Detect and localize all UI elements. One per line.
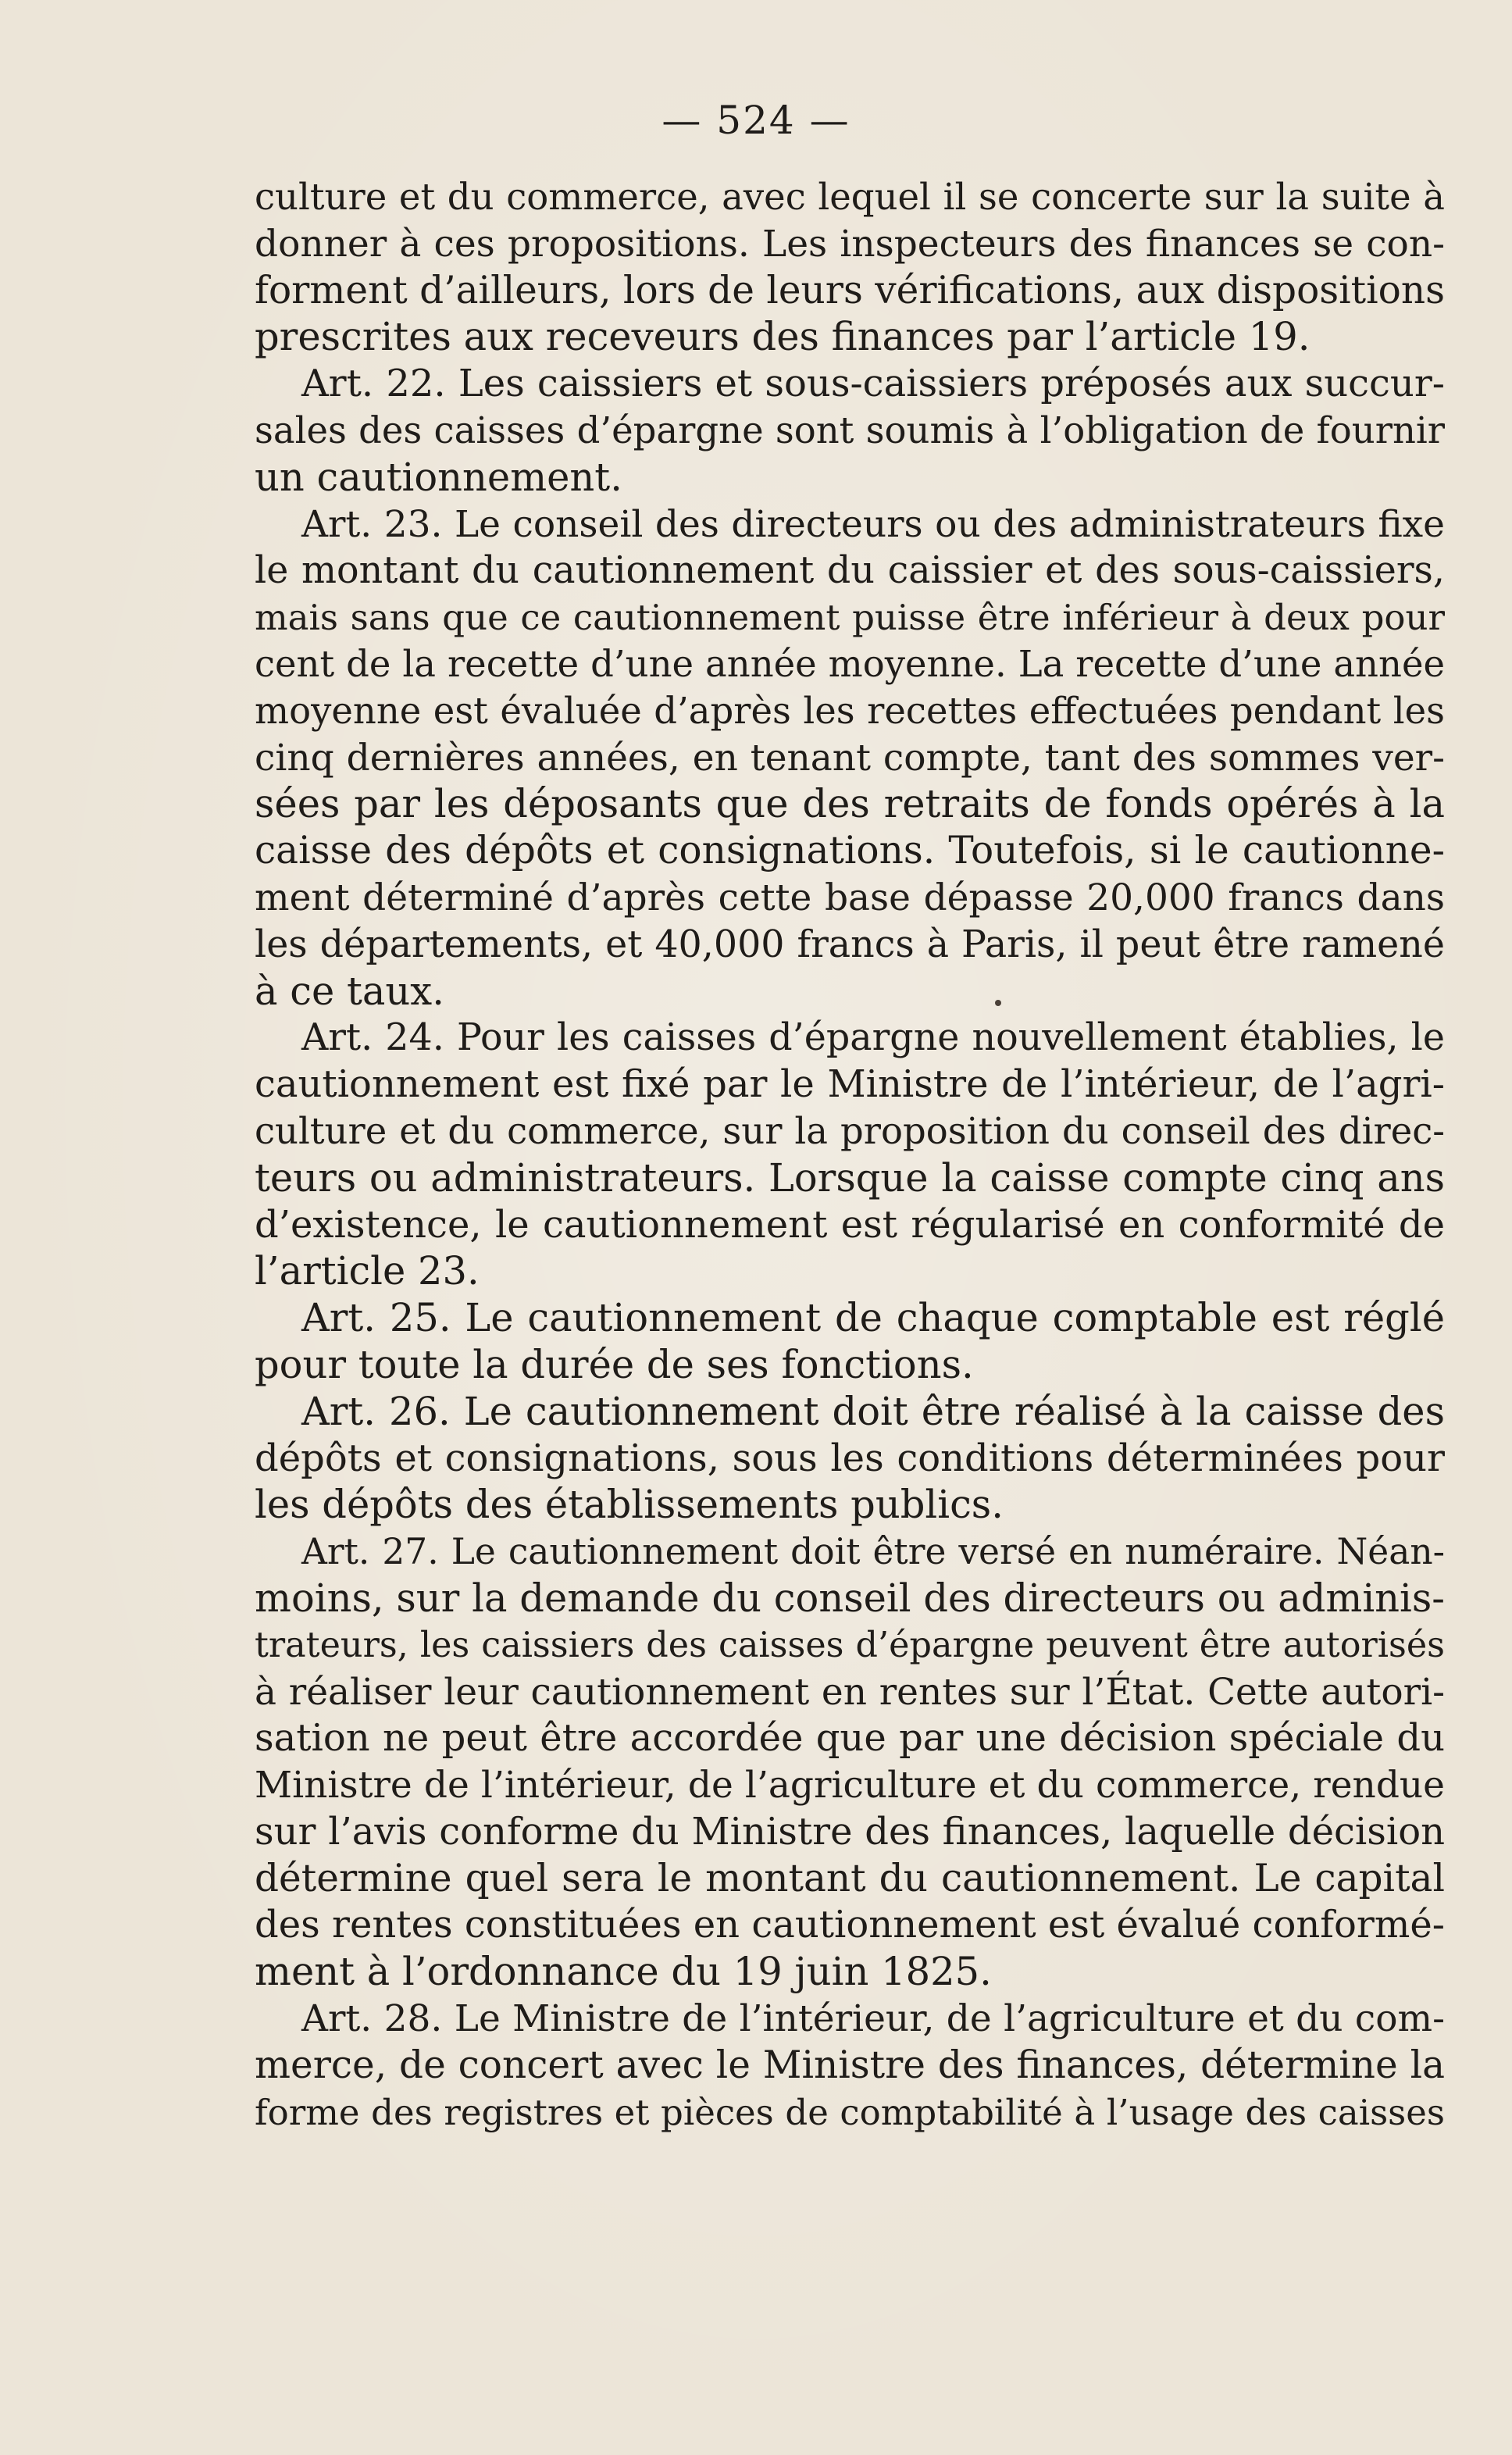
text-line: Ministre de l’intérieur, de l’agriculture et du commerce, rendue <box>255 1764 1445 1807</box>
text-line: Art. 24. Pour les caisses d’épargne nouvellement établies, le <box>301 1016 1445 1060</box>
text-line: caisse des dépôts et consignations. Toutefois, si le cautionne- <box>255 829 1445 873</box>
page-number: — 524 — <box>662 98 850 143</box>
text-line: sales des caisses d’épargne sont soumis à l’obligation de fournir <box>255 409 1445 451</box>
text-line: donner à ces propositions. Les inspecteurs des finances se con- <box>255 222 1445 266</box>
text-line: prescrites aux receveurs des finances par l’article 19. <box>255 314 1311 360</box>
text-line: Art. 23. Le conseil des directeurs ou des administrateurs fixe <box>301 502 1445 546</box>
text-line: trateurs, les caissiers des caisses d’épargne peuvent être autorisés <box>255 1625 1445 1665</box>
text-line: le montant du cautionnement du caissier et des sous-caissiers, <box>255 549 1445 593</box>
text-line: à ce taux. <box>255 968 444 1014</box>
text-line: ment déterminé d’après cette base dépasse 20,000 francs dans <box>255 876 1445 919</box>
text-line: détermine quel sera le montant du cautionnement. Le capital <box>255 1856 1445 1900</box>
text-line: mais sans que ce cautionnement puisse être inférieur à deux pour <box>255 597 1445 639</box>
text-line: un cautionnement. <box>255 454 622 500</box>
text-line: l’article 23. <box>255 1248 480 1294</box>
text-line: des rentes constituées en cautionnement est évalué conformé- <box>255 1903 1445 1947</box>
text-line: culture et du commerce, sur la proposition du conseil des direc- <box>255 1109 1445 1152</box>
text-line: cent de la recette d’une année moyenne. La recette d’une année <box>255 642 1445 685</box>
text-line: à réaliser leur cautionnement en rentes sur l’État. Cette autori- <box>255 1670 1445 1714</box>
text-line: merce, de concert avec le Ministre des finances, détermine la <box>255 2043 1445 2087</box>
text-line: d’existence, le cautionnement est régularisé en conformité de <box>255 1202 1445 1247</box>
ink-speck <box>995 1000 1001 1006</box>
text-line: cinq dernières années, en tenant compte, tant des sommes ver- <box>255 736 1445 780</box>
text-line: moins, sur la demande du conseil des directeurs ou adminis- <box>255 1575 1445 1621</box>
body-text <box>255 174 1445 2136</box>
text-line: culture et du commerce, avec lequel il se concerte sur la suite à <box>255 176 1445 218</box>
text-line: les dépôts des établissements publics. <box>255 1482 1004 1528</box>
text-line: dépôts et consignations, sous les conditions déterminées pour <box>255 1436 1445 1480</box>
text-line: moyenne est évaluée d’après les recettes effectuées pendant les <box>255 689 1445 732</box>
text-line: teurs ou administrateurs. Lorsque la caisse compte cinq ans <box>255 1154 1445 1201</box>
text-line: Art. 22. Les caissiers et sous-caissiers préposés aux succur- <box>301 362 1445 406</box>
text-line: forme des registres et pièces de comptabilité à l’usage des caisses <box>255 2091 1445 2133</box>
text-line: sation ne peut être accordée que par une décision spéciale du <box>255 1716 1445 1761</box>
text-line: Art. 27. Le cautionnement doit être versé en numéraire. Néan- <box>301 1531 1445 1573</box>
text-line: sées par les déposants que des retraits de fonds opérés à la <box>255 781 1445 827</box>
text-line: les départements, et 40,000 francs à Paris, il peut être ramené <box>255 922 1445 966</box>
text-line: pour toute la durée de ses fonctions. <box>255 1341 974 1387</box>
text-line: cautionnement est fixé par le Ministre de l’intérieur, de l’agri- <box>255 1062 1445 1107</box>
text-line: Art. 26. Le cautionnement doit être réalisé à la caisse des <box>301 1388 1445 1434</box>
text-line: Art. 25. Le cautionnement de chaque comptable est réglé <box>301 1295 1445 1341</box>
text-line: sur l’avis conforme du Ministre des finances, laquelle décision <box>255 1809 1445 1854</box>
text-line: Art. 28. Le Ministre de l’intérieur, de l’agriculture et du com- <box>301 1997 1445 2041</box>
text-line: forment d’ailleurs, lors de leurs vérifications, aux dispositions <box>255 268 1445 312</box>
text-line: ment à l’ordonnance du 19 juin 1825. <box>255 1949 992 1995</box>
